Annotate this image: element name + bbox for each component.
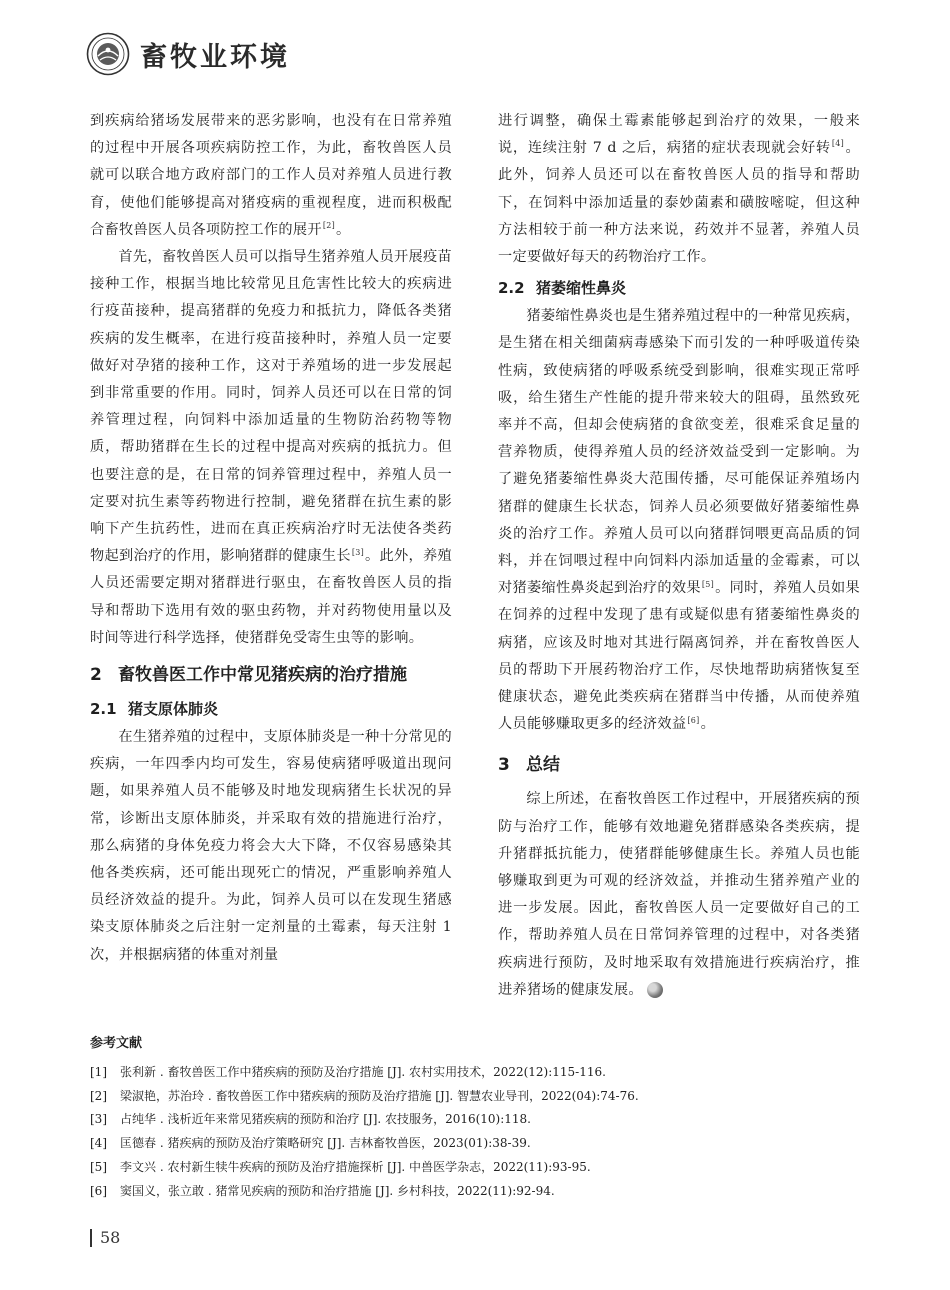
section-3-number: 3 — [498, 755, 510, 776]
references-title: 参考文献 — [90, 1036, 143, 1051]
left-p1-end: 。 — [336, 221, 351, 238]
left-p2a-text: 首先，畜牧兽医人员可以指导生猪养殖人员开展疫苗接种工作，根据当地比较常见且危害性比较大的疾病进行疫苗接种，提高猪群的免疫力和抵抗力，降低各类猪疾病的发生概率，在进行疫苗接种时，养殖人员一定要做好对孕猪的接种工作，这对于养殖场的进一步发展起到非常重要的作用。同时，饲养人员还可以在日常的饲养管理过程，向饲料中添加适量的生物防治药物等物质，帮助猪群在生长的过程中提高对疾病的抵抗力。但也要注意的是，在日常的饲养管理过程中，养殖人员一定要对抗生素等药物进行控制，避免猪群在抗生素的影响下产生抗药性，进而在真正疾病治疗时无法使各类药物起到治疗的作用，影响猪群的健康生长 — [90, 249, 452, 565]
references-section — [90, 1032, 870, 1203]
section-2-number: 2 — [90, 665, 102, 686]
section-2-1-title: 猪支原体肺炎 — [128, 700, 219, 719]
section-2-1-number: 2.1 — [90, 700, 117, 719]
citation-2: [2] — [322, 221, 336, 231]
citation-3: [3] — [351, 547, 365, 557]
right-p2a-text: 猪萎缩性鼻炎也是生猪养殖过程中的一种常见疾病，是生猪在相关细菌病毒感染下而引发的一种呼吸道传染性病，致使病猪的呼吸系统受到影响，很难实现正常呼吸，给生猪生产性能的提升带来较大的阻碍，虽然致死率并不高，但却会使病猪的食欲变差，很难采食足量的营养物质，使得养殖人员的经济效益受到一定影响。为了避免猪萎缩性鼻炎大范围传播，尽可能保证养殖场内猪群的健康生长状态，饲养人员必须要做好猪萎缩性鼻炎的治疗工作。养殖人员可以向猪群饲喂更高品质的饲料，并在饲喂过程中向饲料内添加适量的金霉素，可以对猪萎缩性鼻炎起到治疗的效果 — [498, 308, 860, 597]
section-2-2-number: 2.2 — [498, 279, 525, 298]
reference-text: 李文兴 . 农村新生犊牛疾病的预防及治疗措施探析 [J]. 中兽医学杂志，2022(11):93-95. — [120, 1159, 591, 1174]
masthead — [86, 28, 290, 80]
reference-number: [6] — [90, 1183, 107, 1198]
right-paragraph-2 — [498, 303, 860, 738]
reference-number: [5] — [90, 1159, 107, 1174]
right-p3-text: 综上所述，在畜牧兽医工作过程中，开展猪疾病的预防与治疗工作，能够有效地避免猪群感染各类疾病，提升猪群抵抗能力，使猪群能够健康生长。养殖人员也能够赚取到更为可观的经济效益，并推动生猪养殖产业的进一步发展。因此，畜牧兽医人员一定要做好自己的工作，帮助养殖人员在日常饲养管理的过程中，对各类猪疾病进行预防，及时地采取有效措施进行疾病治疗，推进养猪场的健康发展。 — [498, 791, 860, 998]
left-paragraph-2 — [90, 244, 452, 652]
section-2-1-heading — [90, 696, 452, 722]
right-column — [498, 108, 860, 1004]
section-3-heading — [498, 752, 860, 778]
page-footer — [90, 1228, 120, 1247]
reference-number: [3] — [90, 1112, 107, 1127]
left-p2b-text: 。此外，养殖人员还需要定期对猪群进行驱虫，在畜牧兽医人员的指导和帮助下选用有效的驱虫药物，并对药物使用量以及时间等进行科学选择，使猪群免受寄生虫等的影响。 — [90, 548, 452, 646]
right-p2c-text: 。 — [700, 716, 716, 733]
reference-item — [90, 1108, 870, 1132]
reference-item — [90, 1061, 870, 1085]
section-2-2-title: 猪萎缩性鼻炎 — [536, 279, 627, 298]
reference-text: 梁淑艳，苏治玲 . 畜牧兽医工作中猪疾病的预防及治疗措施 [J]. 智慧农业导刊，2022(04):74-76. — [120, 1088, 639, 1103]
left-p1-text: 到疾病给猪场发展带来的恶劣影响，也没有在日常养殖的过程中开展各项疾病防控工作，为此，畜牧兽医人员就可以联合地方政府部门的工作人员对养殖人员进行教育，使他们能够提高对猪疫病的重视程度，进而积极配合畜牧兽医人员各项防控工作的展开 — [90, 113, 452, 238]
reference-text: 占纯华 . 浅析近年来常见猪疾病的预防和治疗 [J]. 农技服务，2016(10):118. — [120, 1112, 531, 1127]
section-2-title: 畜牧兽医工作中常见猪疾病的治疗措施 — [118, 665, 407, 686]
reference-text: 张利新 . 畜牧兽医工作中猪疾病的预防及治疗措施 [J]. 农村实用技术，2022(12):115-116. — [120, 1065, 606, 1079]
reference-text: 匡德春 . 猪疾病的预防及治疗策略研究 [J]. 吉林畜牧兽医，2023(01):38-39. — [120, 1136, 531, 1151]
page-number: 58 — [100, 1228, 121, 1247]
right-p2b-text: 。同时，养殖人员如果在饲养的过程中发现了患有或疑似患有猪萎缩性鼻炎的病猪，应该及时地对其进行隔离饲养，并在畜牧兽医人员的帮助下开展药物治疗工作，尽快地帮助病猪恢复至健康状态，避免此类疾病在猪群当中传播，从而使养殖人员能够赚取更多的经济效益 — [498, 580, 860, 733]
reference-item — [90, 1085, 870, 1109]
reference-number: [2] — [90, 1088, 107, 1103]
left-paragraph-3: 在生猪养殖的过程中，支原体肺炎是一种十分常见的疾病，一年四季内均可发生，容易使病猪呼吸道出现问题，如果养殖人员不能够及时地发现病猪生长状况的异常，诊断出支原体肺炎，并采取有效的措施进行治疗，那么病猪的身体免疫力将会大大下降，不仅容易感染其他各类疾病，还可能出现死亡的情况，严重影响养殖人员经济效益的提升。为此，饲养人员可以在发现生猪感染支原体肺炎之后注射一定剂量的土霉素，每天注射 1 次，并根据病猪的体重对剂量 — [90, 729, 452, 963]
right-paragraph-1 — [498, 108, 860, 271]
citation-5: [5] — [701, 579, 715, 589]
section-2-2-heading — [498, 275, 860, 301]
journal-name: 畜牧业环境 — [140, 41, 290, 73]
right-p1b-text: 。此外，饲养人员还可以在畜牧兽医人员的指导和帮助下，在饲料中添加适量的泰妙菌素和磺胺嘧啶，但这种方法相较于前一种方法来说，药效并不显著，养殖人员一定要做好每天的药物治疗工作。 — [498, 140, 860, 266]
citation-4: [4] — [831, 139, 845, 149]
reference-number: [1] — [90, 1065, 107, 1079]
reference-text: 窦国义，张立敢 . 猪常见疾病的预防和治疗措施 [J]. 乡村科技，2022(11):92-94. — [120, 1183, 555, 1198]
left-column — [90, 108, 452, 969]
footer-divider — [90, 1229, 92, 1247]
right-paragraph-3 — [498, 786, 860, 1004]
reference-item — [90, 1132, 870, 1156]
right-p1a-text: 进行调整，确保土霉素能够起到治疗的效果，一般来说，连续注射 7 d 之后，病猪的症状表现就会好转 — [498, 113, 860, 157]
reference-item — [90, 1180, 870, 1204]
reference-item — [90, 1156, 870, 1180]
section-3-title: 总结 — [526, 755, 560, 776]
article-end-icon — [647, 982, 663, 998]
section-2-heading — [90, 662, 452, 688]
reference-number: [4] — [90, 1136, 107, 1151]
left-paragraph-1 — [90, 108, 452, 244]
citation-6: [6] — [687, 715, 700, 725]
journal-seal-icon — [86, 32, 130, 76]
